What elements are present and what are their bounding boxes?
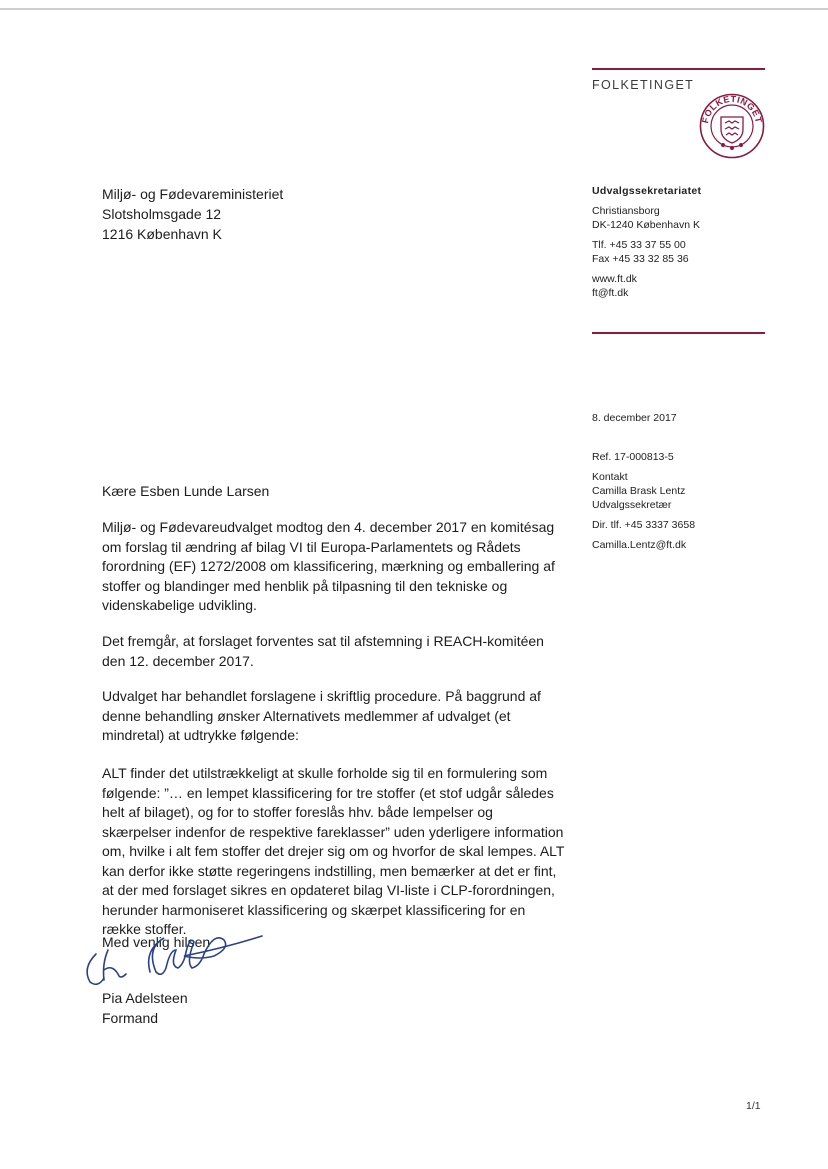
seal-text: FOLKETINGET	[700, 93, 764, 125]
paragraph-1: Miljø- og Fødevareudvalget modtog den 4. december 2017 en komitésag om forslag til ændring af bilag VI til Europa-Parlamentets og Rådets forordning (EF) 1272/2008 om klassificering, mærkning og emballering af stoffer og blandinger med henblik på tilpasning til den tekniske og videnskabelige udvikling.	[102, 519, 555, 613]
reference-number: Ref. 17-000813-5	[592, 451, 674, 463]
signer-block	[102, 988, 188, 1028]
contact-name: Camilla Brask Lentz	[592, 485, 686, 497]
brand-rule-top	[592, 68, 765, 70]
letter-date: 8. december 2017	[592, 412, 677, 424]
address-line2: DK-1240 København K	[592, 219, 700, 231]
brand-rule-bottom	[592, 332, 765, 334]
contact-label: Kontakt	[592, 471, 628, 483]
paragraph-2: Det fremgår, at forslaget forventes sat til afstemning i REACH-komitéen den 12. december 2017.	[102, 633, 544, 669]
brand-name: FOLKETINGET	[592, 78, 695, 92]
closing-greeting: Med venlig hilsen	[102, 934, 211, 950]
recipient-line2: Slotsholmsgade 12	[102, 206, 222, 222]
address-line1: Christiansborg	[592, 205, 660, 217]
recipient-line3: 1216 København K	[102, 226, 222, 242]
svg-text:FOLKETINGET	[700, 94, 764, 124]
salutation: Kære Esben Lunde Larsen	[102, 483, 270, 499]
direct-phone: Dir. tlf. +45 3337 3658	[592, 519, 696, 531]
signer-name: Pia Adelsteen	[102, 990, 188, 1006]
phone-number: Tlf. +45 33 37 55 00	[592, 239, 686, 251]
department-name: Udvalgssekretariatet	[592, 185, 702, 197]
handwritten-signature	[78, 932, 278, 990]
fax-number: Fax +45 33 32 85 36	[592, 253, 689, 265]
signer-title: Formand	[102, 1010, 159, 1026]
paragraph-3: Udvalget har behandlet forslagene i skriftlig procedure. På baggrund af denne behandling ønsker Alternativets medlemmer af udvalget (et mindretal) at udtrykke følgende:	[102, 688, 541, 743]
email-link[interactable]: ft@ft.dk	[592, 287, 629, 299]
sender-block	[592, 184, 701, 300]
reference-block	[592, 450, 695, 552]
website-link[interactable]: www.ft.dk	[592, 273, 637, 285]
scan-edge-line	[0, 8, 828, 10]
recipient-address	[102, 184, 283, 244]
folketinget-seal-icon	[699, 93, 765, 159]
contact-email-link[interactable]: Camilla.Lentz@ft.dk	[592, 539, 687, 551]
recipient-line1: Miljø- og Fødevareministeriet	[102, 186, 284, 202]
page-number: 1/1	[746, 1100, 761, 1112]
paragraph-4: ALT finder det utilstrækkeligt at skulle forholde sig til en formulering som følgende: ”… en lempet klassificering for tre stoffer (et stof udgår således helt af bilaget), og for to stoffer foreslås hhv. både lempelser og skærpelser indenfor de respektive fareklasser” uden yderligere information om, hvilke i alt fem stoffer det drejer sig om og hvorfor de skal lempes. ALT kan derfor ikke støtte regeringens indstilling, men bemærker at det er fint, at der med forslaget sikres en opdateret bilag VI-liste i CLP-forordningen, herunder harmoniseret klassificering og skærpet klassificering for en række stoffer.	[102, 765, 565, 937]
contact-title: Udvalgssekretær	[592, 499, 672, 511]
